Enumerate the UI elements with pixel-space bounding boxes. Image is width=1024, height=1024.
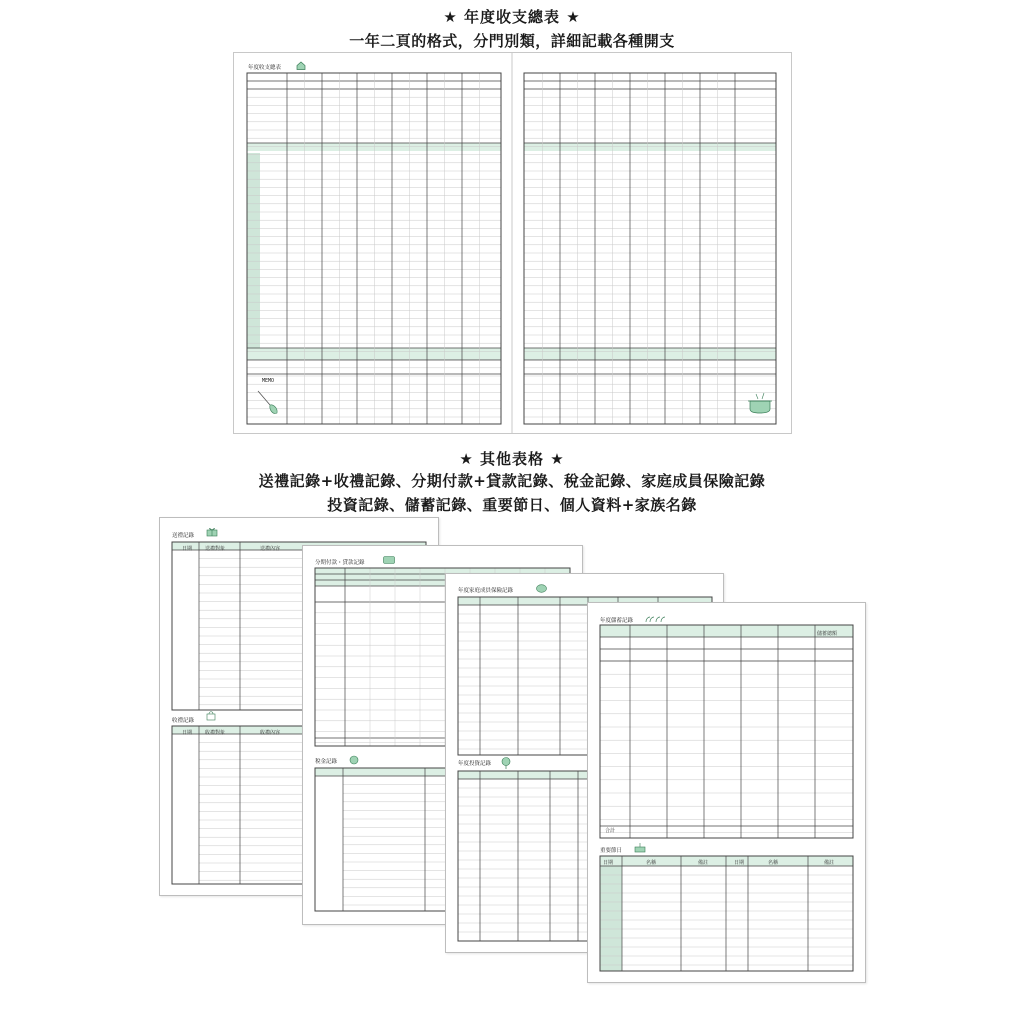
savings-total-label: 合計	[605, 828, 616, 834]
gift-sent-title: 送禮記錄	[172, 533, 195, 539]
table-header-band	[247, 143, 501, 151]
annual-summary-heading: ★ 年度收支總表 ★	[443, 8, 581, 26]
investment-title: 年度投資記錄	[458, 761, 492, 767]
annual-summary-spread	[233, 52, 792, 434]
important-days-table	[600, 856, 853, 971]
spread-gutter	[511, 53, 513, 433]
sprout-icon	[644, 615, 666, 623]
piggy-icon	[536, 584, 547, 593]
installment-title: 分期付款・貸款記錄	[315, 560, 365, 566]
col-gift-item: 送禮內容	[260, 546, 281, 552]
other-forms-line-1: 送禮記錄+收禮記錄、分期付款+貸款記錄、稅金記錄、家庭成員保險記錄	[258, 472, 766, 490]
insurance-title: 年度家庭成員保險記錄	[458, 588, 514, 594]
col-date: 日期	[182, 546, 193, 552]
annual-right-table	[524, 73, 776, 424]
cake-icon	[634, 842, 646, 853]
gift-box-icon	[206, 526, 218, 537]
days-col-name-2: 名稱	[768, 860, 779, 866]
annual-summary-subtitle: 一年二頁的格式，分門別類，詳細記載各種開支	[349, 32, 675, 50]
table-header-band	[600, 856, 853, 866]
savings-table	[600, 625, 853, 838]
gift-received-title: 收禮記錄	[172, 718, 195, 724]
annual-spread-title: 年度收支總表	[248, 65, 282, 71]
table-header-band	[524, 348, 776, 360]
other-forms-line-2: 投資記錄、儲蓄記錄、重要節日、個人資料+家族名錄	[327, 496, 697, 514]
table-header-band	[247, 348, 501, 360]
savings-important-days-page	[587, 602, 866, 983]
table-border	[600, 856, 853, 971]
house-icon	[296, 61, 306, 70]
col-date-2: 日期	[182, 730, 193, 736]
memo-label: MEMO	[262, 378, 275, 384]
days-col-name: 名稱	[646, 860, 657, 866]
savings-title: 年度儲蓄記錄	[600, 618, 634, 624]
days-col-note: 備註	[698, 860, 709, 866]
tree-icon	[501, 757, 511, 769]
table-border	[524, 73, 776, 424]
cooking-pot-icon	[746, 391, 774, 415]
days-col-note-2: 備註	[824, 860, 835, 866]
days-col-date-2: 日期	[734, 860, 745, 866]
bag-icon	[206, 711, 216, 721]
other-forms-heading: ★ 其他表格 ★	[459, 450, 565, 468]
col-received-from: 收禮對象	[205, 730, 226, 736]
table-header-band	[524, 143, 776, 151]
col-savings-total: 儲蓄總額	[817, 631, 838, 637]
card-icon	[383, 556, 395, 564]
col-sent-to: 送禮對象	[205, 546, 226, 552]
col-received-item: 收禮內容	[260, 730, 281, 736]
table-border	[247, 73, 501, 424]
days-col-date: 日期	[603, 860, 614, 866]
important-days-title: 重要節日	[600, 848, 623, 854]
table-side-band	[600, 866, 622, 971]
coin-icon	[349, 755, 359, 765]
tax-title: 稅金記錄	[315, 759, 338, 765]
annual-left-table	[247, 73, 501, 424]
whisk-icon	[256, 389, 282, 417]
